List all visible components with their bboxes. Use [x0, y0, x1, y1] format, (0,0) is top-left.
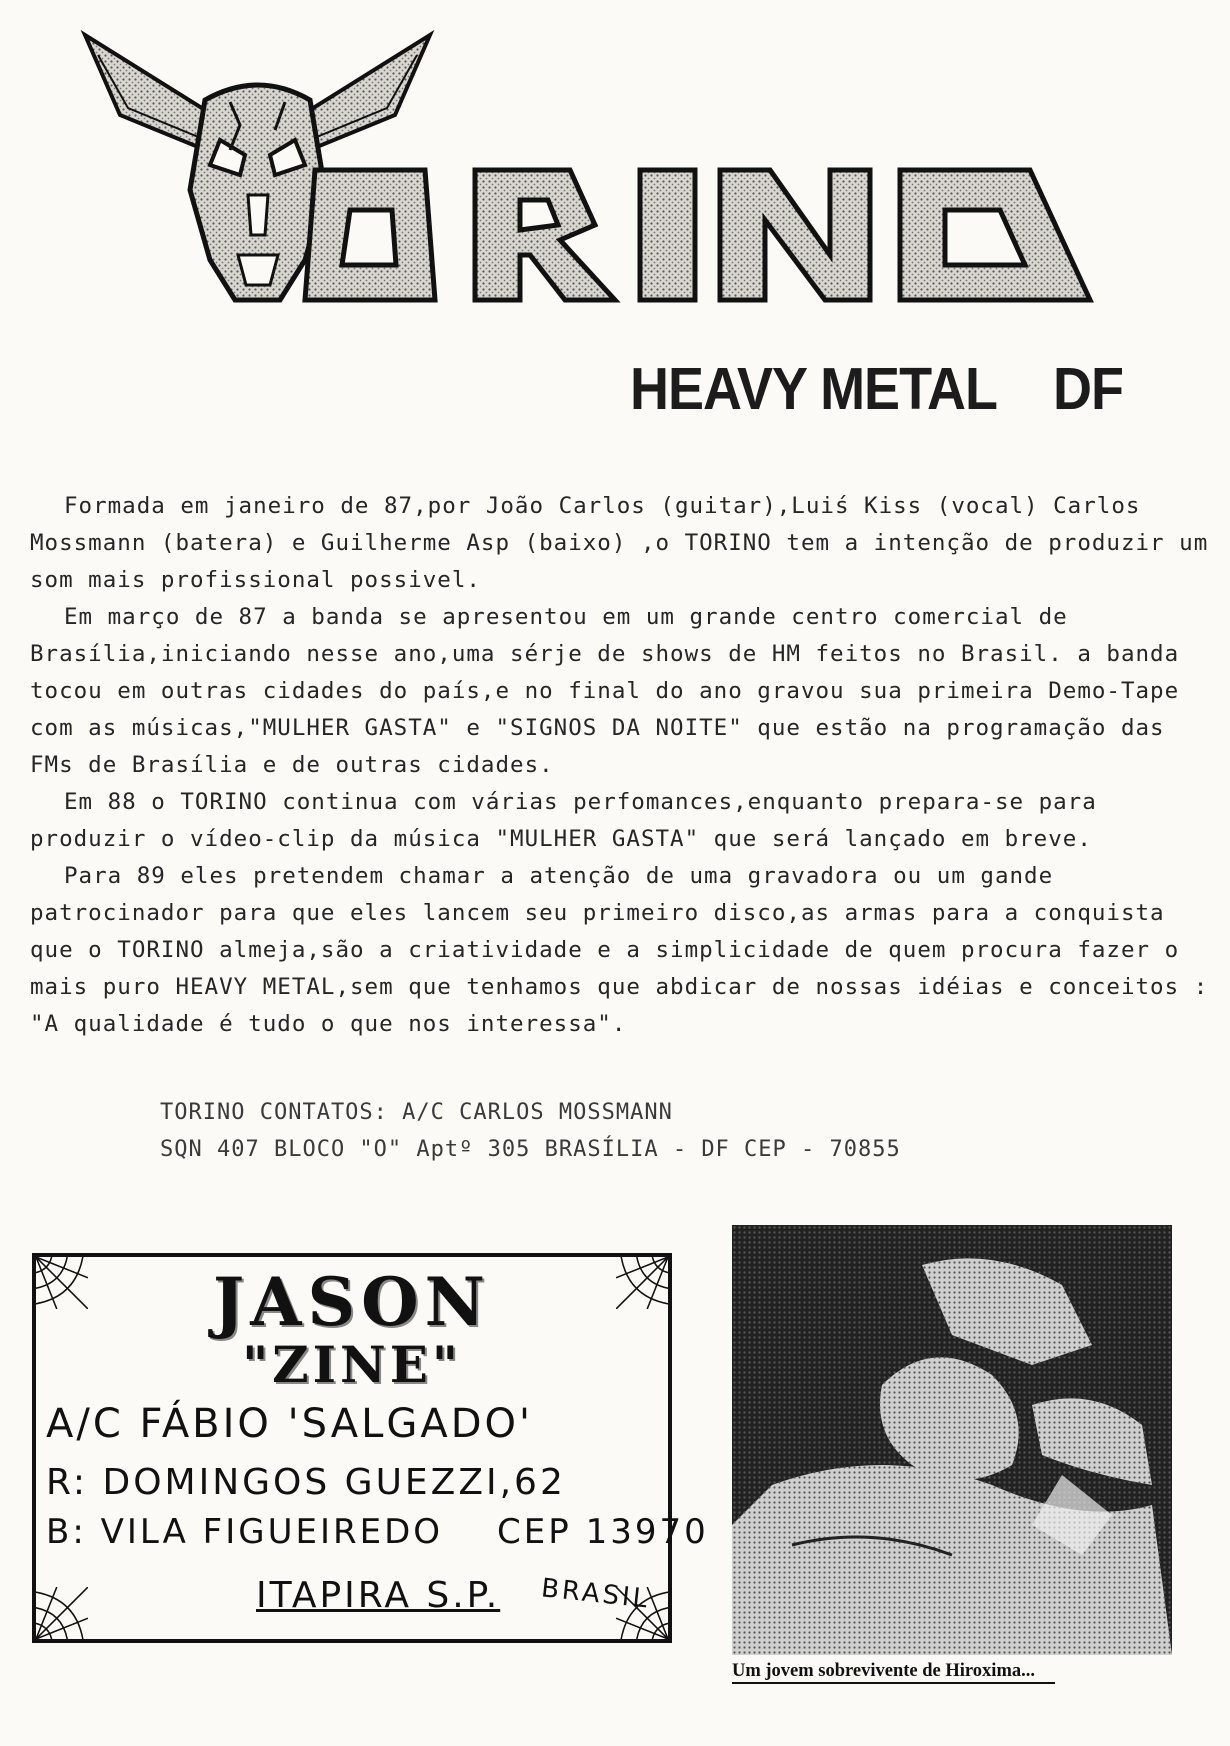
jason-district: B: VILA FIGUEIREDO — [46, 1512, 444, 1552]
article-body — [30, 488, 1220, 1043]
photo-caption: Um jovem sobrevivente de Hiroxima... — [732, 1661, 1055, 1684]
jason-title: JASON — [213, 1263, 491, 1341]
article-paragraph: Para 89 eles pretendem chamar a atenção de uma gravadora ou um gande patrocinador para que eles lancem seu primeiro disco,as armas para a conquista que o TORINO almeja,são a criatividade e a simplicidade de quem procura fazer o mais puro HEAVY METAL,sem que tenhamos que abdicar de nossas idéias e conceitos : "A qualidade é tudo o que nos interessa". — [30, 863, 1209, 1037]
subtitle — [630, 355, 1150, 423]
jason-attn: A/C FÁBIO 'SALGADO' — [46, 1401, 534, 1447]
survivor-photo — [732, 1225, 1172, 1655]
torino-logo — [80, 30, 1130, 350]
jason-country: BRASIL — [539, 1573, 652, 1615]
article-paragraph: Em março de 87 a banda se apresentou em um grande centro comercial de Brasília,iniciando nesse ano,uma sérje de shows de HM feitos no Brasil. a banda tocou em outras cidades do país,e no final do ano gravou sua primeira Demo-Tape com as músicas,"MULHER GASTA" e "SIGNOS DA NOITE" que estão na programação das FMs de Brasília e de outras cidades. — [30, 604, 1180, 778]
jason-zine-ad — [32, 1253, 709, 1643]
region-label: DF — [1053, 356, 1124, 423]
spiderweb-icon — [36, 1587, 88, 1639]
contact-line: TORINO CONTATOS: A/C CARLOS MOSSMANN — [160, 1100, 673, 1125]
article-paragraph: Formada em janeiro de 87,por João Carlos (guitar),Luiś Kiss (vocal) Carlos Mossmann (batera) e Guilherme Asp (baixo) ,o TORINO tem a intenção de produzir um som mais profissional possivel. — [30, 493, 1209, 593]
genre-label: HEAVY METAL — [630, 356, 998, 423]
contact-address: SQN 407 BLOCO "O" Aptº 305 BRASÍLIA - DF CEP - 70855 — [160, 1137, 901, 1162]
photo-block — [732, 1225, 1172, 1684]
jason-subtitle: "ZINE" — [242, 1335, 462, 1394]
jason-city: ITAPIRA S.P. — [256, 1575, 501, 1616]
jason-district-line — [46, 1512, 709, 1552]
contact-block — [160, 1094, 1060, 1168]
article-paragraph: Em 88 o TORINO continua com várias perfomances,enquanto prepara-se para produzir o vídeo-clip da música "MULHER GASTA" que será lançado em breve. — [30, 789, 1097, 852]
jason-cep: CEP 13970 — [497, 1512, 709, 1552]
jason-street: R: DOMINGOS GUEZZI,62 — [46, 1462, 566, 1503]
